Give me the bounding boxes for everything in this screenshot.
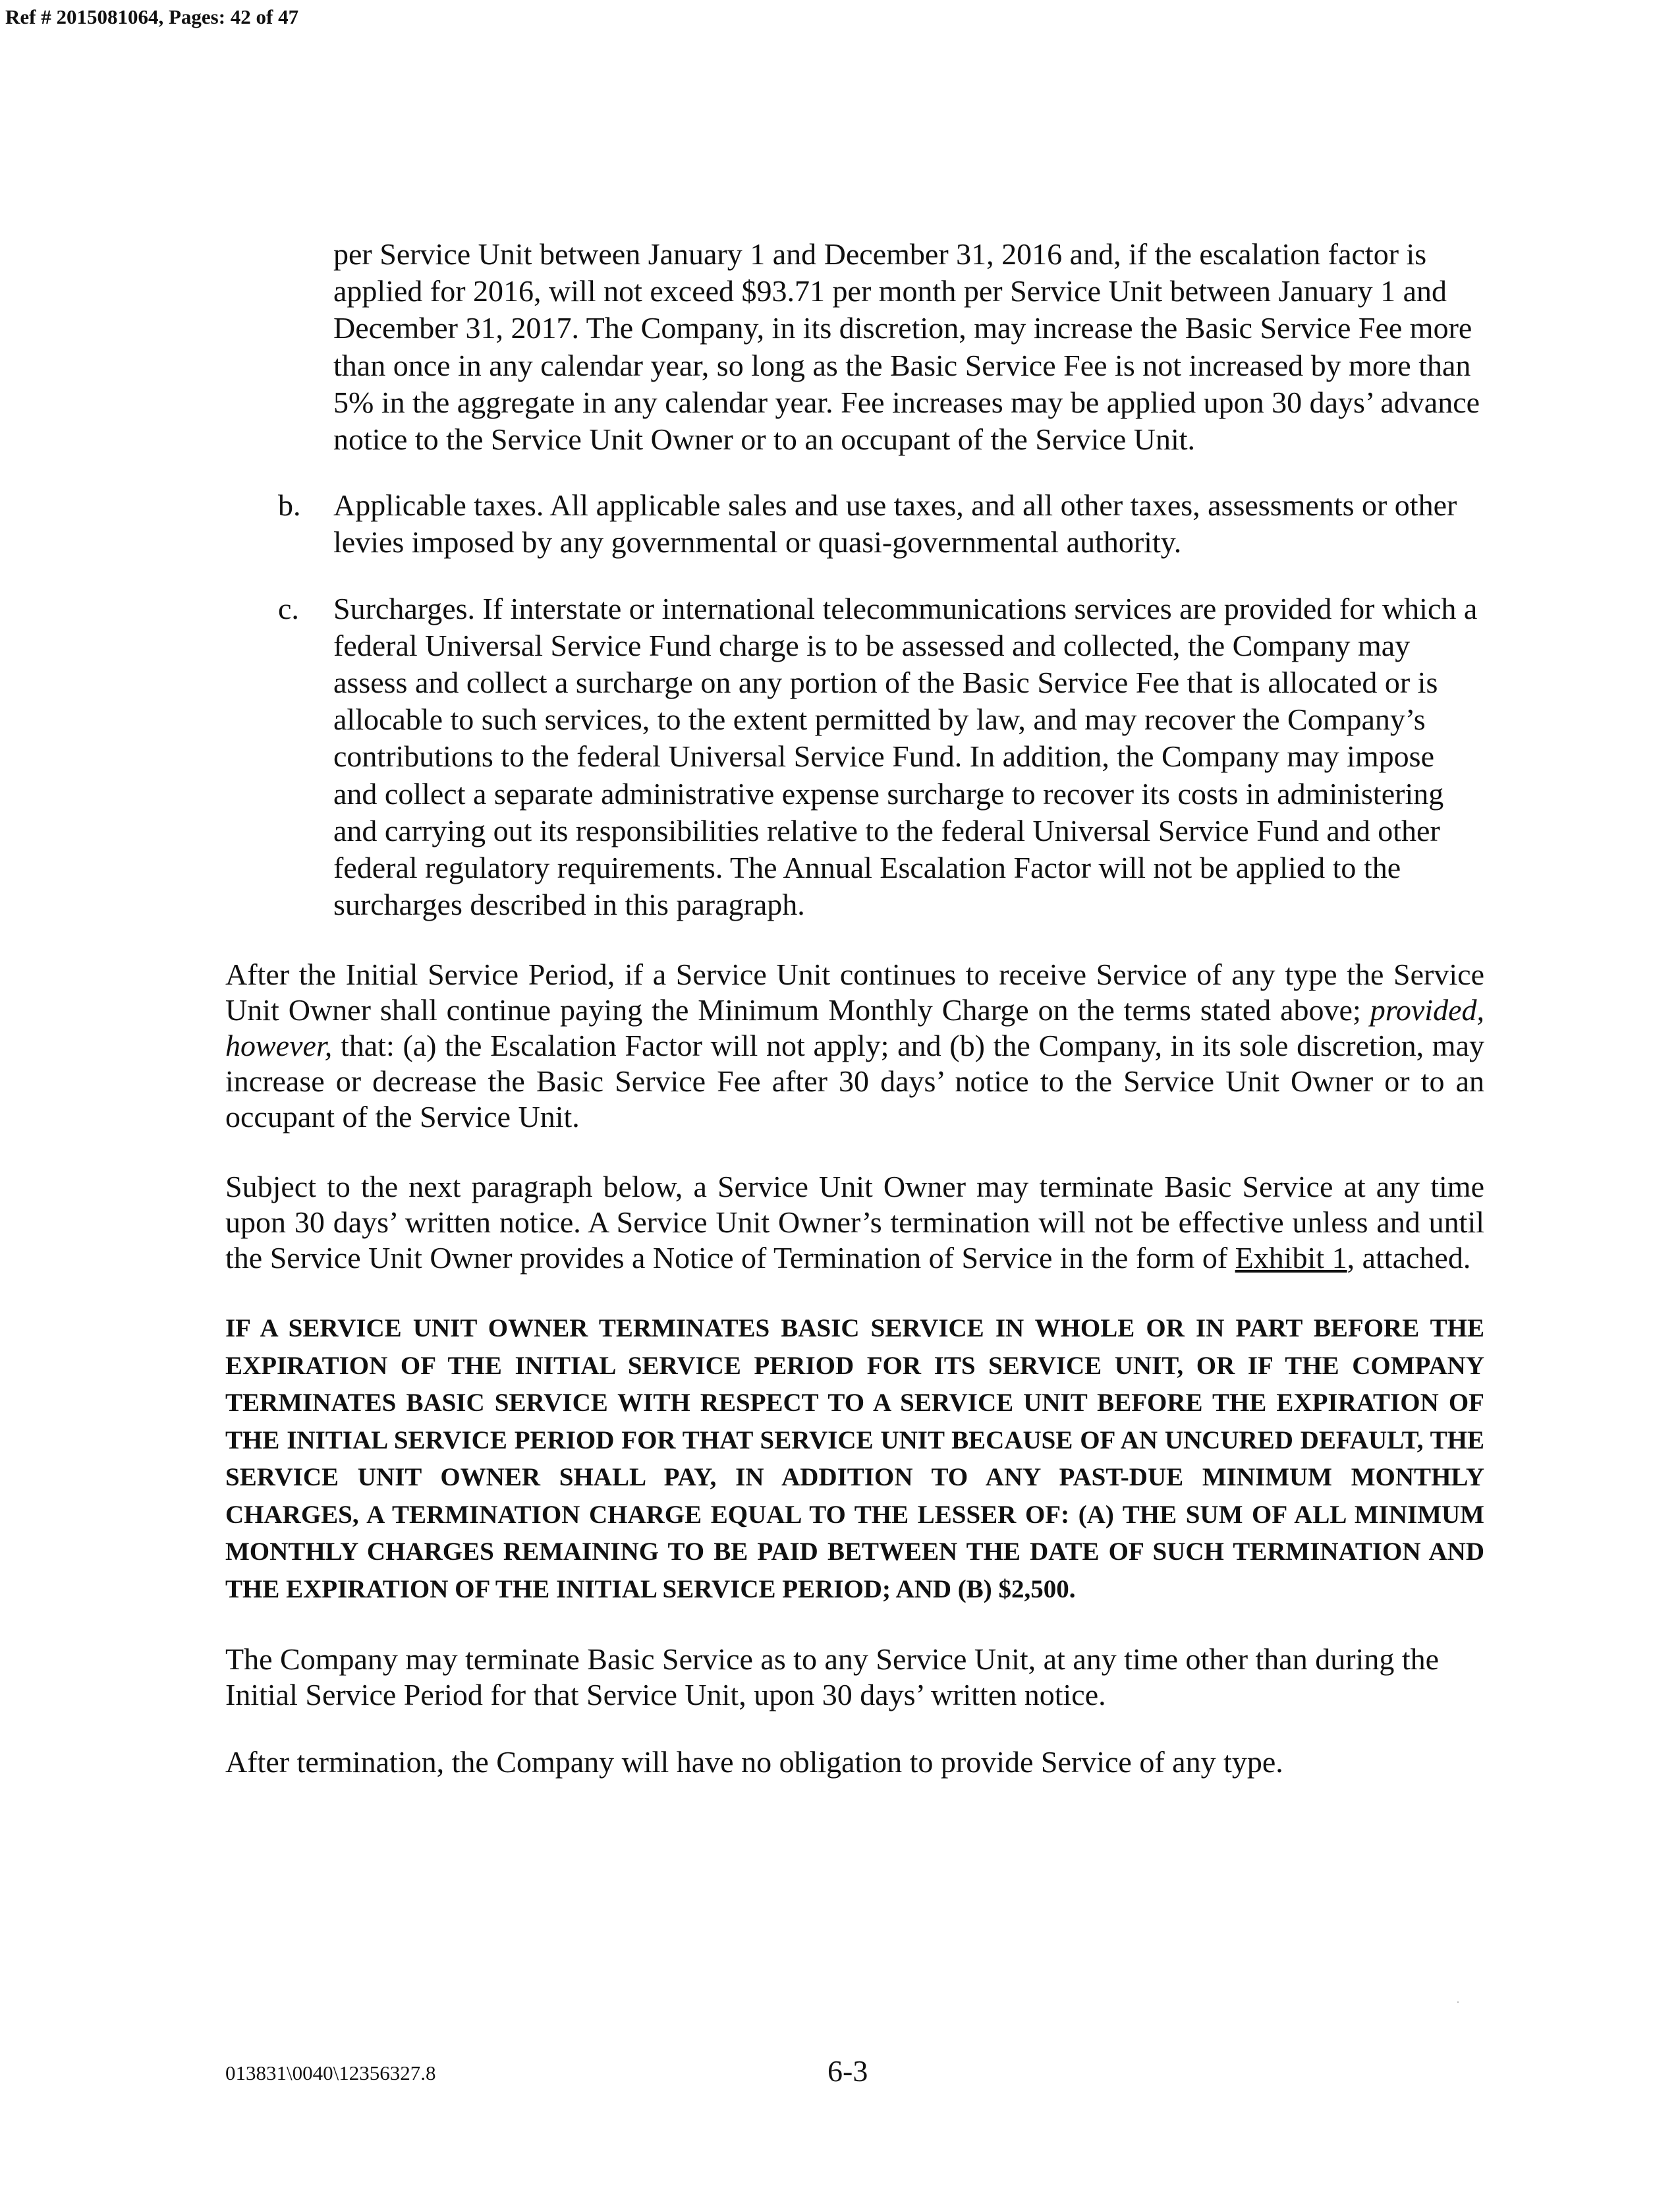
applicable-taxes-text: Applicable taxes. All applicable sales and use taxes, and all other taxes, assessments or other levies imposed by any governmental or quasi-governmental authority. <box>333 488 1457 560</box>
document-reference-header: Ref # 2015081064, Pages: 42 of 47 <box>5 5 299 28</box>
after-termination-paragraph: After termination, the Company will have no obligation to provide Service of any type. <box>225 1745 1283 1779</box>
fee-continuation-paragraph: per Service Unit between January 1 and December 31, 2016 and, if the escalation factor is applied for 2016, will not exceed $93.71 per month per Service Unit between January 1 and December 31, 2017. The Company, in its discretion, may increase the Basic Service Fee more than once in any calendar year, so long as the Basic Service Fee is not increased by more than 5% in the aggregate in any calendar year. Fee increases may be applied upon 30 days’ advance notice to the Service Unit Owner or to an occupant of the Service Unit. <box>333 237 1480 457</box>
termination-charge-clause: IF A SERVICE UNIT OWNER TERMINATES BASIC SERVICE IN WHOLE OR IN PART BEFORE THE EXPIRATION OF THE INITIAL SERVICE PERIOD FOR ITS SERVICE UNIT, OR IF THE COMPANY TERMINATES BASIC SERVICE WITH RESPECT TO A SERVICE UNIT BEFORE THE EXPIRATION OF THE INITIAL SERVICE PERIOD FOR THAT SERVICE UNIT BECAUSE OF AN UNCURED DEFAULT, THE SERVICE UNIT OWNER SHALL PAY, IN ADDITION TO ANY PAST-DUE MINIMUM MONTHLY CHARGES, A TERMINATION CHARGE EQUAL TO THE LESSER OF: (A) THE SUM OF ALL MINIMUM MONTHLY CHARGES REMAINING TO BE PAID BETWEEN THE DATE OF SUCH TERMINATION AND THE EXPIRATION OF THE INITIAL SERVICE PERIOD; AND (B) $2,500. <box>225 1314 1484 1603</box>
owner-termination-paragraph <box>225 1169 1484 1276</box>
list-marker-b: b. <box>278 488 301 523</box>
after-initial-service-paragraph <box>225 957 1484 1135</box>
after-initial-text-part2: that: (a) the Escalation Factor will not apply; and (b) the Company, in its sole discretion, may increase or decrease the Basic Service Fee after 30 days’ notice to the Service Unit Owner or to an occupant of the Service Unit. <box>225 1029 1484 1134</box>
document-body <box>225 236 1484 1780</box>
list-item-applicable-taxes <box>225 487 1484 561</box>
surcharges-text: Surcharges. If interstate or international telecommunications services are provided for which a federal Universal Service Fund charge is to be assessed and collected, the Company may assess and collect a surcharge on any portion of the Basic Service Fee that is allocated or is allocable to such services, to the extent permitted by law, and may recover the Company’s contributions to the federal Universal Service Fund. In addition, the Company may impose and collect a separate administrative expense surcharge to recover its costs in administering and carrying out its responsibilities relative to the federal Universal Service Fund and other federal regulatory requirements. The Annual Escalation Factor will not be applied to the surcharges described in this paragraph. <box>333 591 1478 922</box>
list-marker-c: c. <box>278 591 299 625</box>
exhibit-1-reference: Exhibit 1 <box>1235 1241 1347 1275</box>
footer-page-number: 6-3 <box>827 2054 868 2088</box>
provided-however-phrase: provided, however, <box>225 993 1484 1063</box>
company-termination-paragraph: The Company may terminate Basic Service as to any Service Unit, at any time other than during the Initial Service Period for that Service Unit, upon 30 days’ written notice. <box>225 1642 1440 1712</box>
list-item-surcharges <box>225 590 1484 924</box>
owner-termination-text-part2: , attached. <box>1347 1241 1471 1275</box>
footer-document-number: 013831\0040\12356327.8 <box>225 2061 436 2084</box>
scan-speck <box>1457 2001 1459 2003</box>
owner-termination-text-part1: Subject to the next paragraph below, a Service Unit Owner may terminate Basic Service at any time upon 30 days’ written notice. A Service Unit Owner’s termination will not be effective unless and until the Service Unit Owner provides a Notice of Termination of Service in the form of <box>225 1170 1484 1275</box>
after-initial-text-part1: After the Initial Service Period, if a Service Unit continues to receive Service of any type the Service Unit Owner shall continue paying the Minimum Monthly Charge on the terms stated above; <box>225 958 1484 1027</box>
